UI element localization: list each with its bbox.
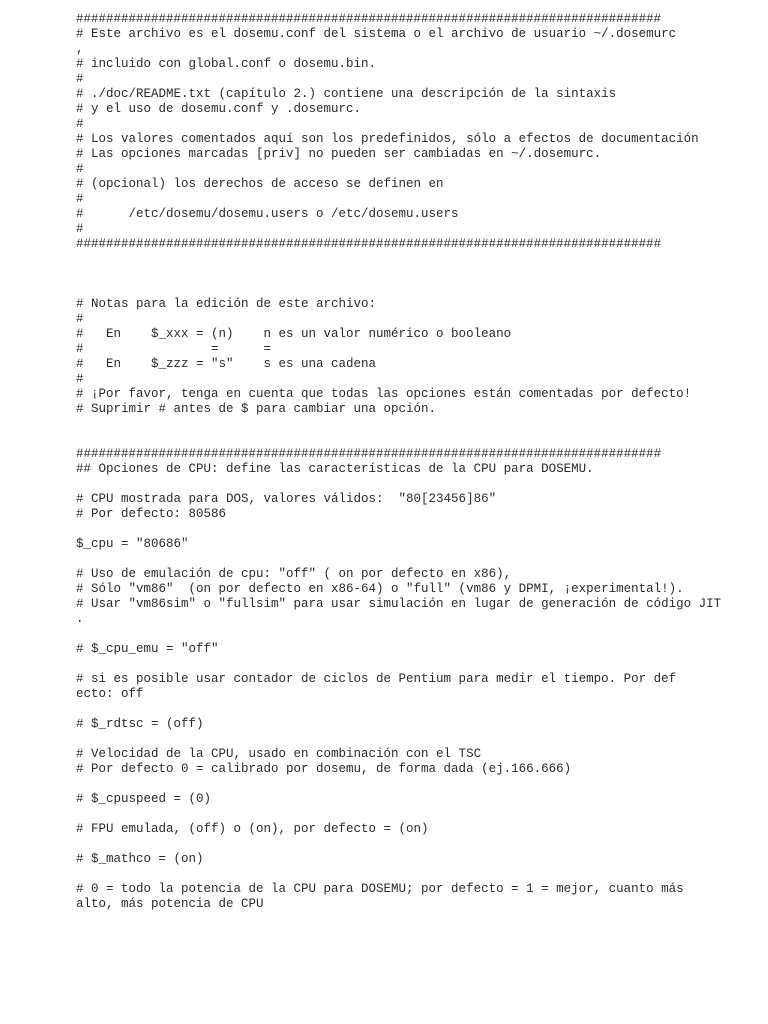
config-line: # <box>76 192 84 206</box>
config-line: # En $_zzz = "s" s es una cadena <box>76 357 377 371</box>
config-line: # /etc/dosemu/dosemu.users o /etc/dosemu.users <box>76 207 459 221</box>
config-line: # Suprimir # antes de $ para cambiar una opción. <box>76 402 437 416</box>
config-line: # 0 = todo la potencia de la CPU para DOSEMU; por defecto = 1 = mejor, cuanto más <box>76 882 684 896</box>
config-line: # <box>76 162 84 176</box>
config-line <box>76 417 721 432</box>
config-line <box>76 552 721 567</box>
config-line: # Las opciones marcadas [priv] no pueden ser cambiadas en ~/.dosemurc. <box>76 147 602 161</box>
config-line: ############################################################################## <box>76 237 662 251</box>
config-line: # Este archivo es el dosemu.conf del sistema o el archivo de usuario ~/.dosemurc <box>76 27 677 41</box>
config-line: # Usar "vm86sim" o "fullsim" para usar simulación en lugar de generación de código JIT <box>76 597 722 611</box>
config-line <box>76 477 721 492</box>
config-line: # si es posible usar contador de ciclos de Pentium para medir el tiempo. Por def <box>76 672 677 686</box>
config-line: # Por defecto: 80586 <box>76 507 227 521</box>
config-line: # = = <box>76 342 272 356</box>
config-line <box>76 252 721 267</box>
config-line <box>76 267 721 282</box>
config-line <box>76 777 721 792</box>
config-line: # En $_xxx = (n) n es un valor numérico o booleano <box>76 327 512 341</box>
config-line: ecto: off <box>76 687 144 701</box>
config-line <box>76 432 721 447</box>
config-line: # $_mathco = (on) <box>76 852 204 866</box>
config-line: # (opcional) los derechos de acceso se definen en <box>76 177 444 191</box>
config-line: ############################################################################## <box>76 447 662 461</box>
config-line <box>76 867 721 882</box>
config-line: # incluido con global.conf o dosemu.bin. <box>76 57 377 71</box>
config-line: # Velocidad de la CPU, usado en combinación con el TSC <box>76 747 482 761</box>
config-line <box>76 282 721 297</box>
config-line: ############################################################################## <box>76 12 662 26</box>
config-line <box>76 627 721 642</box>
config-line: # Sólo "vm86" (on por defecto en x86-64) o "full" (vm86 y DPMI, ¡experimental!). <box>76 582 684 596</box>
config-line <box>76 702 721 717</box>
config-line: # $_rdtsc = (off) <box>76 717 204 731</box>
config-line: # <box>76 312 84 326</box>
config-line: # CPU mostrada para DOS, valores válidos: "80[23456]86" <box>76 492 497 506</box>
config-line: . <box>76 612 84 626</box>
config-line <box>76 657 721 672</box>
config-line: ## Opciones de CPU: define las características de la CPU para DOSEMU. <box>76 462 594 476</box>
config-line: # FPU emulada, (off) o (on), por defecto = (on) <box>76 822 429 836</box>
config-line: # y el uso de dosemu.conf y .dosemurc. <box>76 102 362 116</box>
config-line: # Notas para la edición de este archivo: <box>76 297 377 311</box>
config-line: # <box>76 372 84 386</box>
config-line: # Uso de emulación de cpu: "off" ( on por defecto en x86), <box>76 567 512 581</box>
config-line <box>76 837 721 852</box>
config-file-text <box>76 12 721 912</box>
config-line: alto, más potencia de CPU <box>76 897 264 911</box>
config-line: $_cpu = "80686" <box>76 537 189 551</box>
config-line: # Los valores comentados aquí son los predefinidos, sólo a efectos de documentación <box>76 132 699 146</box>
config-line <box>76 522 721 537</box>
config-line <box>76 807 721 822</box>
config-line: # Por defecto 0 = calibrado por dosemu, de forma dada (ej.166.666) <box>76 762 572 776</box>
config-line: # ¡Por favor, tenga en cuenta que todas las opciones están comentadas por defecto! <box>76 387 692 401</box>
config-line: # <box>76 72 84 86</box>
config-line: # $_cpuspeed = (0) <box>76 792 212 806</box>
config-line: , <box>76 42 84 56</box>
config-line: # $_cpu_emu = "off" <box>76 642 219 656</box>
config-line: # ./doc/README.txt (capítulo 2.) contiene una descripción de la sintaxis <box>76 87 617 101</box>
config-line: # <box>76 222 84 236</box>
config-line <box>76 732 721 747</box>
config-line: # <box>76 117 84 131</box>
